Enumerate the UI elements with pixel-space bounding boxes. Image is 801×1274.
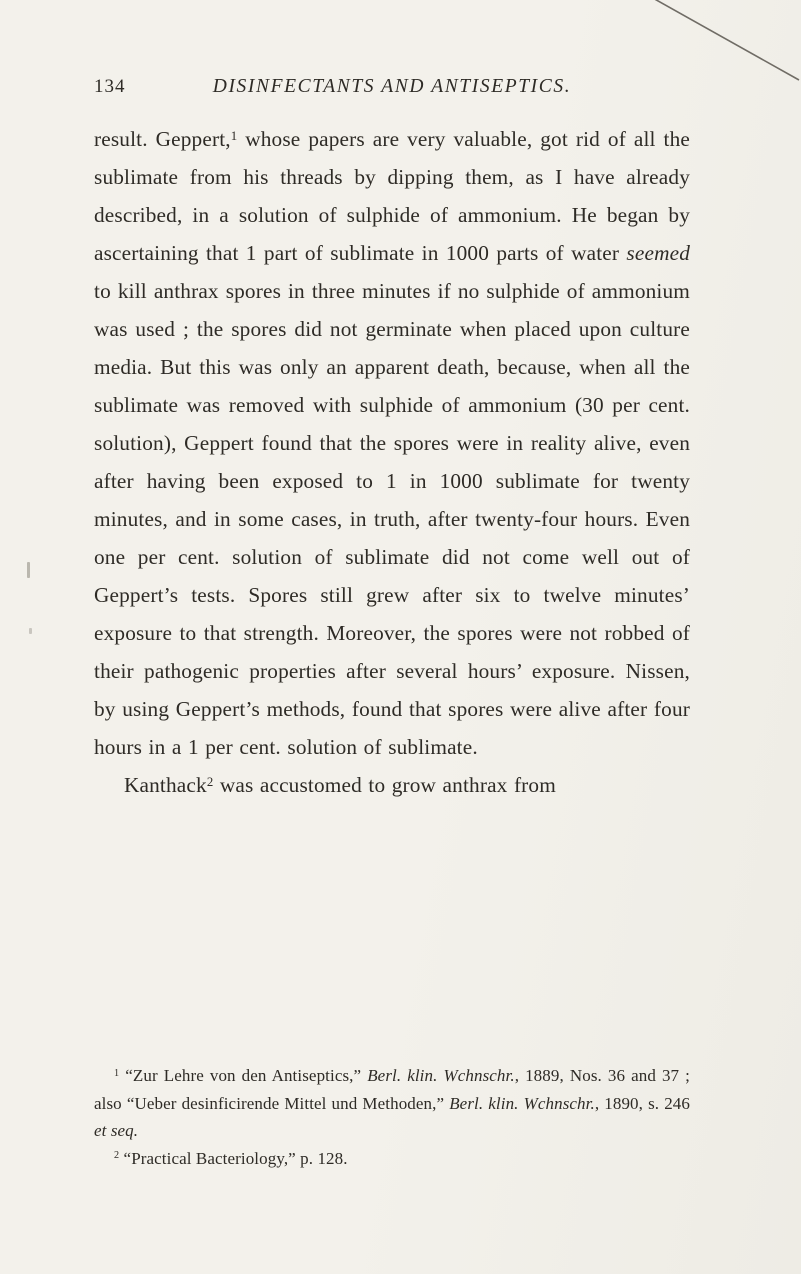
footnotes: [94, 1062, 690, 1172]
page-header: [94, 74, 690, 102]
body-text: [94, 120, 690, 804]
scan-artifact: [29, 628, 32, 634]
page-number: 134: [94, 76, 126, 97]
footnote: $^1$ “Zur Lehre von den Antiseptics,” Berl. klin. Wchnschr., 1889, Nos. 36 and 37 ; also “Ueber desinficirende Mittel und Methoden,” Berl. klin. Wchnschr., 1890, s. 246 et seq.: [94, 1066, 690, 1140]
paragraph: result. Geppert,$^1$ whose papers are very valuable, got rid of all the sublimate from his threads by dipping them, as I have already described, in a solution of sulphide of ammonium. He began by ascertaining that 1 part of sublimate in 1000 parts of water seemed to kill anthrax spores in three minutes if no sulphide of ammonium was used ; the spores did not germinate when placed upon culture media. But this was only an apparent death, because, when all the sublimate was removed with sulphide of ammonium (30 per cent. solution), Geppert found that the spores were in reality alive, even after having been exposed to 1 in 1000 sublimate for twenty minutes, and in some cases, in truth, after twenty-four hours. Even one per cent. solution of sublimate did not come well out of Geppert’s tests. Spores still grew after six to twelve minutes’ exposure to that strength. Moreover, the spores were not robbed of their pathogenic properties after several hours’ exposure. Nissen, by using Geppert’s methods, found that spores were alive after four hours in a 1 per cent. solution of sublimate.: [94, 127, 691, 759]
running-title: DISINFECTANTS AND ANTISEPTICS.: [212, 76, 572, 97]
footnote: $^2$ “Practical Bacteriology,” p. 128.: [114, 1148, 348, 1168]
paragraph: Kanthack$^2$ was accustomed to grow anthrax from: [124, 773, 556, 797]
scan-artifact: [27, 562, 30, 578]
